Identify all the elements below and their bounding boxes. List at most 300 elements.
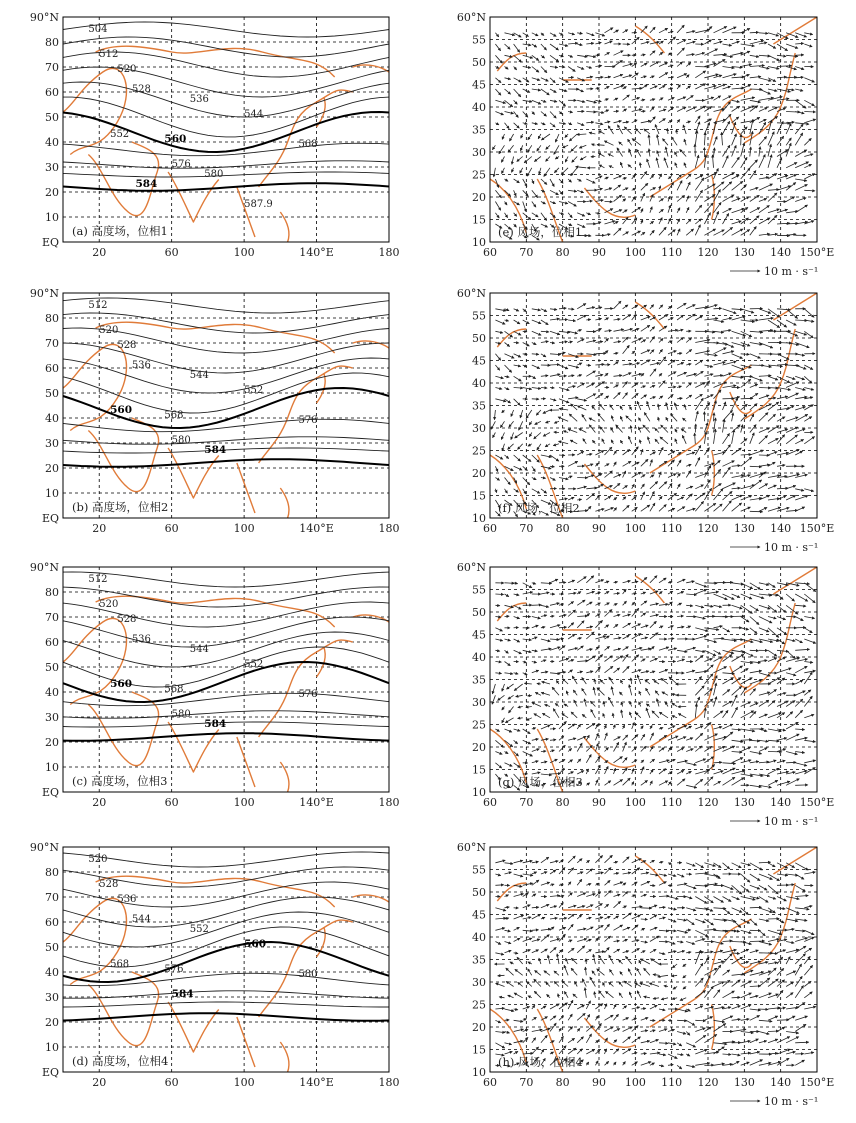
wind-vector	[568, 461, 578, 466]
wind-vector	[514, 466, 522, 470]
wind-vector	[804, 992, 812, 998]
wind-vector	[527, 145, 531, 152]
contour-label-568: 568	[164, 684, 184, 695]
wind-vector	[505, 320, 509, 321]
wind-vector	[741, 687, 747, 695]
wind-vector	[559, 353, 565, 354]
wind-vector	[532, 466, 536, 471]
wind-vector	[668, 88, 673, 89]
wind-vector	[804, 437, 814, 444]
wind-vector	[704, 952, 713, 953]
wind-vector	[804, 417, 812, 422]
wind-vector	[695, 605, 704, 607]
wind-vector	[597, 688, 605, 696]
wind-vector	[759, 119, 766, 123]
wind-vector	[795, 666, 807, 673]
wind-vector	[499, 145, 505, 154]
wind-vector	[595, 123, 603, 125]
contour-label-528: 528	[131, 84, 151, 95]
y-tick-label: 30	[45, 437, 59, 450]
wind-vector	[623, 393, 628, 399]
wind-vector	[626, 956, 632, 964]
wind-vector	[623, 778, 631, 785]
wind-vector	[677, 315, 683, 320]
wind-vector	[514, 1029, 524, 1031]
wind-vector	[714, 1043, 728, 1044]
wind-vector	[795, 605, 806, 606]
wind-vector	[552, 687, 559, 695]
wind-vector	[795, 649, 809, 650]
wind-vector	[632, 581, 638, 582]
wind-vector	[723, 214, 729, 225]
wind-vector	[704, 628, 719, 630]
x-tick-label: 150°E	[799, 1076, 835, 1089]
wind-vector	[759, 205, 770, 212]
wind-vector	[614, 392, 621, 398]
wind-vector	[646, 688, 650, 695]
wind-vector	[582, 979, 586, 987]
wind-vector	[595, 213, 600, 214]
wind-vector	[640, 983, 650, 987]
wind-vector	[505, 44, 511, 49]
wind-vector	[759, 897, 768, 903]
wind-vector	[673, 987, 677, 990]
wind-vector	[686, 395, 692, 399]
wind-vector	[650, 770, 653, 775]
wind-vector	[526, 410, 532, 419]
wind-vector	[614, 176, 622, 179]
wind-vector	[659, 227, 666, 235]
wind-vector	[612, 687, 614, 696]
x-tick-label: 140	[770, 796, 792, 809]
wind-vector	[541, 112, 547, 117]
coastline	[63, 618, 126, 704]
wind-vector	[614, 604, 618, 606]
wind-vector	[650, 482, 658, 489]
wind-vector	[505, 950, 512, 952]
wind-vector	[650, 350, 654, 354]
wind-vector	[614, 1062, 617, 1065]
wind-vector	[511, 410, 514, 417]
wind-vector	[714, 942, 724, 944]
wind-vector	[623, 109, 627, 112]
wind-vector	[559, 934, 565, 941]
wind-vector	[741, 993, 752, 998]
wind-vector	[505, 123, 510, 129]
wind-vector	[605, 1015, 614, 1020]
wind-vector	[623, 873, 631, 875]
wind-vector	[623, 305, 628, 309]
wind-vector	[595, 917, 603, 919]
height-panel-c	[30, 561, 400, 809]
wind-vector	[521, 145, 523, 151]
wind-vector	[750, 885, 760, 889]
y-tick-label: 20	[45, 462, 59, 475]
wind-vector	[550, 331, 560, 334]
wind-vector	[568, 868, 574, 874]
wind-vector	[695, 991, 705, 998]
wind-vector	[586, 319, 590, 320]
wind-vector	[741, 874, 750, 882]
contour-label-544: 544	[244, 109, 264, 120]
wind-vector	[768, 55, 780, 60]
wind-vector	[505, 331, 513, 337]
wind-vector	[614, 582, 618, 583]
wind-vector	[676, 130, 677, 135]
y-tick-label: 30	[45, 161, 59, 174]
wind-vector	[619, 982, 623, 987]
wind-vector	[550, 202, 556, 204]
wind-vector	[741, 85, 751, 89]
wind-vector	[647, 159, 650, 168]
wind-vector	[550, 399, 556, 401]
wind-vector	[657, 151, 659, 157]
wind-vector	[632, 1053, 637, 1054]
wind-vector	[665, 702, 668, 707]
wind-vector	[641, 780, 648, 785]
y-tick-label: 40	[45, 412, 59, 425]
wind-vector	[532, 907, 539, 908]
wind-vector	[553, 709, 559, 718]
wind-vector	[505, 872, 512, 874]
wind-vector	[677, 229, 680, 236]
wind-vector	[623, 1018, 629, 1021]
contour-label-580: 580	[171, 709, 191, 720]
wind-vector	[786, 393, 798, 399]
coastline	[280, 762, 289, 792]
wind-vector	[523, 100, 532, 102]
wind-vector	[614, 949, 620, 953]
wind-vector	[632, 363, 640, 365]
wind-vector	[595, 636, 606, 639]
wind-vector	[668, 908, 676, 910]
wind-vector	[641, 881, 650, 885]
wind-vector	[704, 97, 713, 100]
wind-vector	[577, 915, 582, 919]
x-tick-label: 100	[624, 246, 646, 259]
wind-vector	[550, 190, 558, 194]
wind-vector	[495, 354, 500, 360]
y-tick-label: 25	[472, 718, 486, 732]
wind-vector	[650, 51, 655, 56]
wind-vector	[550, 579, 558, 583]
wind-vector	[759, 484, 768, 489]
wind-vector	[492, 145, 495, 149]
wind-vector	[649, 149, 650, 157]
wind-vector	[559, 342, 567, 343]
contour-line	[63, 733, 389, 740]
wind-vector	[655, 428, 659, 432]
wind-vector	[750, 117, 760, 122]
wind-vector	[641, 625, 648, 628]
wind-vector	[686, 1032, 690, 1036]
wind-vector	[559, 646, 565, 651]
wind-vector	[750, 393, 758, 399]
wind-vector	[620, 972, 623, 976]
wind-vector	[632, 188, 636, 190]
wind-vector	[686, 1065, 695, 1067]
wind-vector	[677, 107, 686, 111]
wind-vector	[741, 1041, 751, 1043]
x-tick-label: 70	[519, 1076, 534, 1089]
wind-vector	[659, 578, 666, 583]
wind-vector	[623, 913, 632, 919]
wind-vector	[595, 780, 597, 786]
y-tick-label: 90°N	[29, 11, 59, 24]
wind-vector	[595, 66, 601, 67]
wind-vector	[641, 908, 652, 909]
wind-vector	[559, 768, 564, 774]
wind-vector	[523, 78, 529, 82]
wind-vector	[495, 112, 503, 115]
wind-vector	[505, 365, 512, 372]
wind-vector	[677, 484, 680, 489]
y-tick-label: 80	[45, 36, 59, 49]
wind-vector	[623, 589, 627, 594]
wind-vector	[577, 330, 581, 332]
wind-vector	[577, 1005, 584, 1009]
wind-vector	[559, 409, 568, 410]
coastline	[237, 1017, 255, 1067]
wind-vector	[759, 318, 774, 320]
wind-vector	[704, 194, 715, 201]
wind-vector	[686, 1043, 695, 1047]
wind-vector	[623, 188, 629, 191]
wind-vector	[614, 1040, 617, 1043]
y-tick-label: 45	[472, 908, 486, 922]
wind-vector	[759, 428, 770, 433]
wind-vector	[714, 638, 725, 639]
wind-vector	[495, 89, 501, 95]
wind-vector	[595, 364, 604, 365]
wind-vector	[786, 331, 798, 336]
wind-vector	[624, 127, 631, 134]
wind-vector	[640, 440, 641, 444]
wind-vector	[795, 954, 805, 964]
wind-vector	[786, 982, 794, 987]
wind-vector	[768, 583, 775, 588]
wind-vector	[732, 594, 740, 598]
wind-vector	[505, 662, 511, 666]
panel-label: (b) 高度场，位相2	[72, 500, 169, 514]
wind-vector	[695, 863, 703, 868]
wind-vector	[741, 747, 751, 751]
wind-vector	[695, 733, 703, 740]
wind-vector	[502, 134, 504, 139]
wind-vector	[623, 345, 630, 354]
wind-vector	[568, 386, 575, 387]
y-tick-label: 40	[472, 931, 486, 944]
wind-vector	[723, 970, 730, 975]
wind-vector	[695, 205, 702, 213]
wind-vector	[505, 907, 510, 908]
wind-vector	[640, 163, 641, 168]
wind-vector	[649, 983, 659, 986]
wind-vector	[541, 331, 549, 332]
wind-vector	[614, 873, 619, 874]
wind-vector	[514, 1051, 518, 1054]
wind-vector	[677, 659, 685, 661]
wind-vector	[695, 617, 705, 619]
wind-vector	[541, 388, 547, 389]
wind-vector	[683, 975, 686, 978]
wind-vector	[523, 1037, 528, 1042]
y-tick-label: 60	[45, 636, 59, 649]
x-tick-label: 130	[733, 522, 755, 535]
wind-vector	[514, 100, 518, 104]
x-tick-label: 90	[592, 1076, 606, 1089]
wind-vector	[532, 309, 541, 311]
wind-vector	[675, 429, 677, 433]
wind-vector	[759, 919, 769, 921]
x-tick-label: 110	[661, 522, 683, 535]
y-tick-label: 30	[472, 696, 486, 709]
wind-vector	[605, 610, 613, 617]
wind-vector	[568, 320, 576, 321]
wind-vector	[605, 625, 609, 628]
wind-vector	[804, 662, 813, 663]
wind-vector	[759, 199, 767, 202]
wind-vector	[704, 123, 709, 135]
y-tick-label: 10	[45, 761, 59, 774]
wind-vector	[723, 351, 734, 354]
wind-vector	[704, 639, 716, 642]
wind-vector	[741, 678, 753, 684]
wind-vector	[652, 711, 659, 718]
wind-vector	[723, 763, 736, 764]
wind-vector	[795, 885, 805, 891]
wind-vector	[623, 666, 630, 673]
wind-vector	[723, 445, 731, 455]
wind-vector	[541, 1028, 550, 1031]
wind-vector	[804, 1007, 816, 1009]
wind-vector	[641, 951, 645, 953]
contour-label-520: 520	[99, 599, 119, 610]
wind-vector	[631, 678, 632, 684]
wind-vector	[804, 617, 814, 619]
wind-vector	[586, 576, 594, 583]
wind-vector	[732, 1029, 746, 1031]
wind-vector	[623, 364, 632, 365]
wind-vector	[523, 455, 531, 462]
wind-vector	[610, 969, 614, 975]
wind-vector	[568, 610, 575, 617]
wind-vector	[686, 1020, 695, 1025]
wind-vector	[550, 639, 559, 640]
wind-vector	[502, 168, 505, 174]
wind-vector	[605, 891, 612, 897]
wind-vector	[635, 128, 640, 134]
wind-vector	[632, 1062, 638, 1066]
wind-vector	[614, 894, 621, 896]
wind-vector	[523, 592, 533, 594]
wind-vector	[750, 480, 762, 489]
wind-vector	[677, 627, 684, 628]
wind-vector	[632, 868, 640, 874]
wind-vector	[559, 499, 567, 501]
wind-vector	[795, 343, 809, 348]
wind-vector	[514, 684, 523, 691]
wind-vector	[795, 763, 807, 766]
wind-vector	[653, 998, 659, 999]
wind-vector	[577, 363, 582, 365]
wind-vector	[605, 77, 611, 78]
wind-vector	[541, 1006, 546, 1009]
wind-vector	[714, 771, 724, 774]
wind-vector	[650, 615, 659, 617]
wind-vector	[795, 738, 807, 741]
wind-vector	[495, 1020, 500, 1023]
wind-vector	[577, 577, 586, 583]
wind-vector	[650, 188, 656, 191]
wind-vector	[714, 605, 722, 607]
wind-vector	[528, 695, 532, 696]
wind-vector	[541, 592, 549, 594]
x-tick-label: 180	[378, 246, 400, 259]
wind-vector	[723, 343, 734, 348]
wind-vector	[695, 394, 702, 399]
wind-vector	[532, 33, 538, 36]
wind-vector	[668, 196, 670, 201]
wind-vector	[695, 939, 705, 942]
wind-vector	[668, 736, 678, 740]
wind-vector	[677, 195, 684, 201]
wind-vector	[541, 904, 549, 907]
wind-vector	[786, 712, 793, 718]
x-tick-label: 100	[233, 246, 255, 259]
wind-vector	[786, 44, 798, 48]
wind-vector	[632, 447, 639, 455]
wind-vector	[804, 872, 815, 874]
wind-vector	[759, 1032, 769, 1035]
wind-vector	[675, 439, 677, 444]
panel-label: (f) 风场，位相2	[498, 501, 580, 515]
wind-vector	[544, 168, 550, 177]
wind-vector	[759, 98, 774, 101]
wind-vector	[677, 761, 687, 763]
wind-vector	[523, 309, 527, 312]
wind-vector	[541, 466, 551, 468]
wind-vector	[714, 182, 725, 191]
wind-vector	[677, 507, 685, 512]
wind-vector	[695, 190, 702, 201]
wind-vector	[586, 745, 592, 751]
wind-vector	[568, 375, 574, 376]
wind-vector	[650, 107, 654, 111]
wind-vector	[659, 218, 662, 224]
wind-vector	[541, 44, 547, 50]
wind-vector	[659, 209, 663, 213]
wind-vector	[519, 421, 523, 430]
wind-vector	[577, 315, 586, 320]
contour-label-584: 584	[204, 718, 227, 730]
wind-vector	[541, 67, 547, 73]
wind-vector	[523, 44, 531, 45]
wind-vector	[759, 762, 769, 763]
wind-vector	[759, 1020, 772, 1021]
wind-vector	[630, 712, 632, 718]
wind-vector	[704, 777, 713, 786]
wind-vector	[668, 77, 674, 78]
wind-vector	[650, 117, 655, 123]
wind-vector	[595, 892, 600, 897]
wind-vector	[668, 582, 672, 583]
wind-vector	[559, 308, 566, 309]
coastline	[650, 89, 752, 197]
wind-vector	[536, 410, 541, 415]
wind-vector	[616, 425, 623, 433]
wind-vector	[554, 971, 559, 975]
